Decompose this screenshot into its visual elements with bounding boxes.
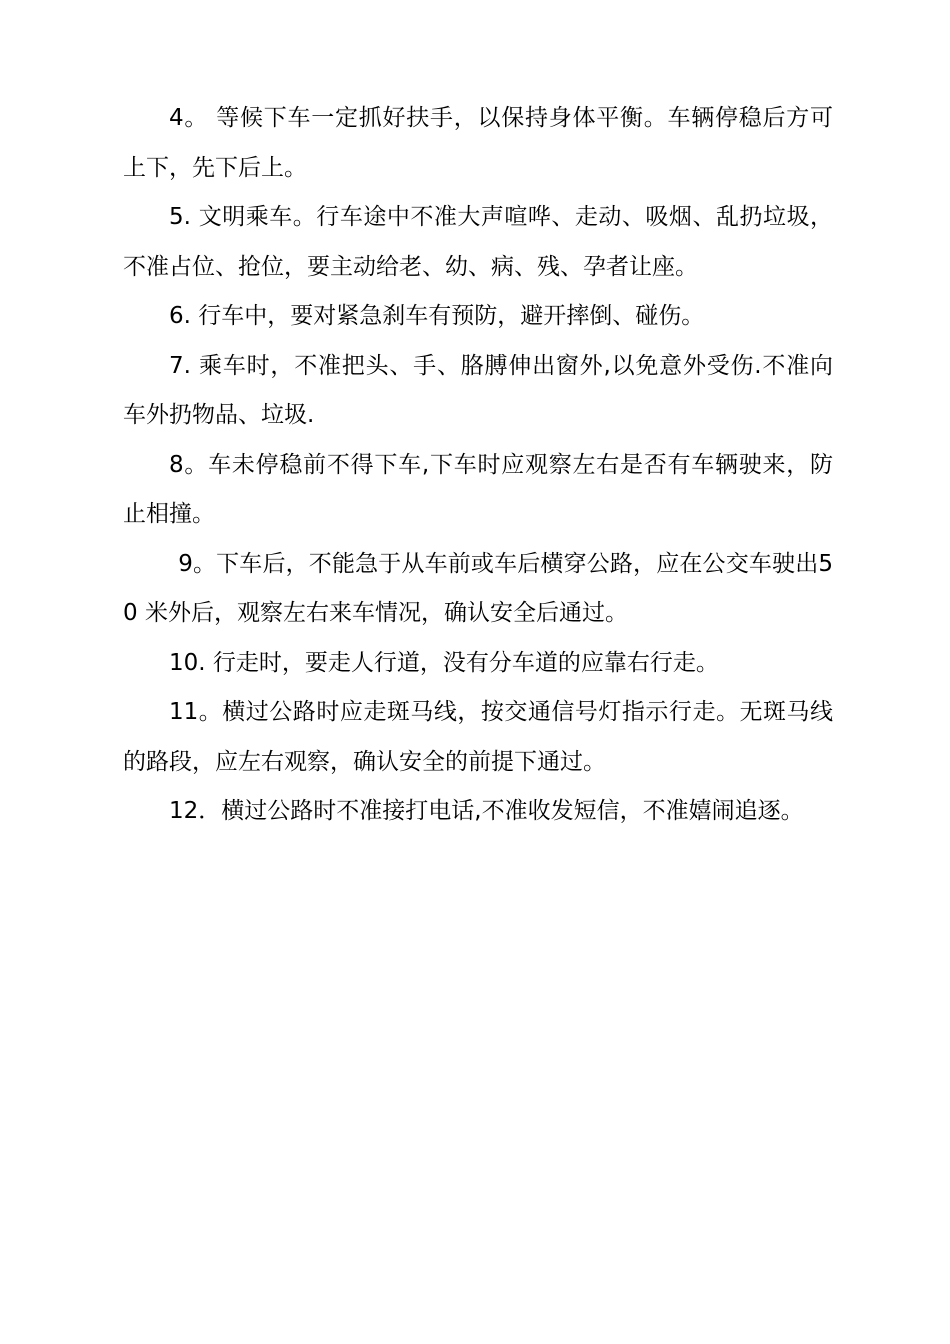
paragraph-12: 12．横过公路时不准接打电话,不准收发短信，不准嬉闹追逐。 <box>169 798 804 824</box>
paragraph-4: 4。 等候下车一定抓好扶手，以保持身体平衡。车辆停稳后方可上下，先下后上。 <box>123 105 833 181</box>
paragraph-11: 11。横过公路时应走斑马线，按交通信号灯指示行走。无斑马线的路段，应左右观察，确认安全的前提下通过。 <box>123 699 833 775</box>
paragraph-10: 10. 行走时，要走人行道，没有分车道的应靠右行走。 <box>169 649 719 676</box>
paragraph-8: 8。车未停稳前不得下车,下车时应观察左右是否有车辆驶来，防止相撞。 <box>123 451 833 527</box>
paragraph-7: 7. 乘车时，不准把头、手、胳膊伸出窗外,以免意外受伤.不准向车外扔物品、垃圾. <box>123 352 833 428</box>
paragraph-9: 9。下车后，不能急于从车前或车后横穿公路，应在公交车驶出50 米外后，观察左右来车情况，确认安全后通过。 <box>123 550 833 626</box>
document-body <box>123 94 833 837</box>
paragraph-5: 5. 文明乘车。行车途中不准大声喧哗、走动、吸烟、乱扔垃圾，不准占位、抢位，要主动给老、幼、病、残、孕者让座。 <box>123 204 833 280</box>
paragraph-6: 6. 行车中，要对紧急刹车有预防，避开摔倒、碰伤。 <box>169 303 705 329</box>
